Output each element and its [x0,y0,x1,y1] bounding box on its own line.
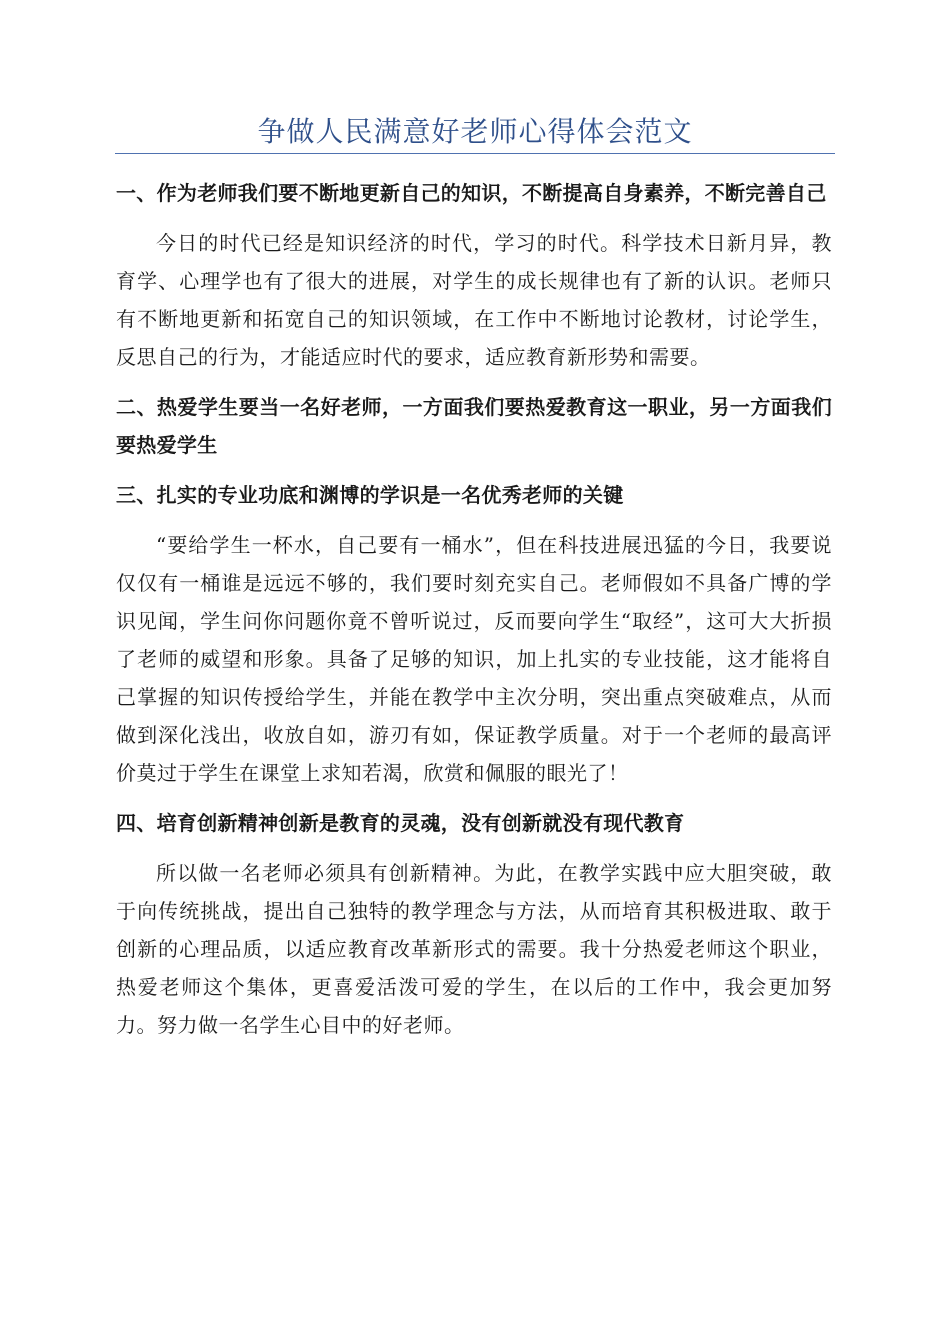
section-heading-4: 四、培育创新精神创新是教育的灵魂，没有创新就没有现代教育 [116,811,685,835]
section-paragraph-3: “要给学生一杯水，自己要有一桶水”，但在科技进展迅猛的今日，我要说仅仅有一桶谁是远远不够的，我们要时刻充实自己。老师假如不具备广博的学识见闻，学生问你问题你竟不曾听说过，反而要向学生“取经”，这可大大折损了老师的威望和形象。具备了足够的知识，加上扎实的专业技能，这才能将自己掌握的知识传授给学生，并能在教学中主次分明，突出重点突破难点，从而做到深化浅出，收放自如，游刃有如，保证教学质量。对于一个老师的最高评价莫过于学生在课堂上求知若渴，欣赏和佩服的眼光了！ [116,533,832,785]
section-paragraph-1: 今日的时代已经是知识经济的时代，学习的时代。科学技术日新月异，教育学、心理学也有了很大的进展，对学生的成长规律也有了新的认识。老师只有不断地更新和拓宽自己的知识领域，在工作中不断地讨论教材，讨论学生，反思自己的行为，才能适应时代的要求，适应教育新形势和需要。 [116,231,832,369]
section-heading-1: 一、作为老师我们要不断地更新自己的知识，不断提高自身素养，不断完善自己 [116,181,827,205]
section-heading-2: 二、热爱学生要当一名好老师，一方面我们要热爱教育这一职业，另一方面我们要热爱学生 [116,395,832,457]
title-underline [115,153,835,154]
section-paragraph-4: 所以做一名老师必须具有创新精神。为此，在教学实践中应大胆突破，敢于向传统挑战，提出自己独特的教学理念与方法，从而培育其积极进取、敢于创新的心理品质，以适应教育改革新形式的需要。我十分热爱老师这个职业，热爱老师这个集体，更喜爱活泼可爱的学生，在以后的工作中，我会更加努力。努力做一名学生心目中的好老师。 [116,861,832,1037]
document-title: 争做人民满意好老师心得体会范文 [257,115,693,148]
document-body [116,174,832,1056]
section-heading-3: 三、扎实的专业功底和渊博的学识是一名优秀老师的关键 [116,483,624,507]
